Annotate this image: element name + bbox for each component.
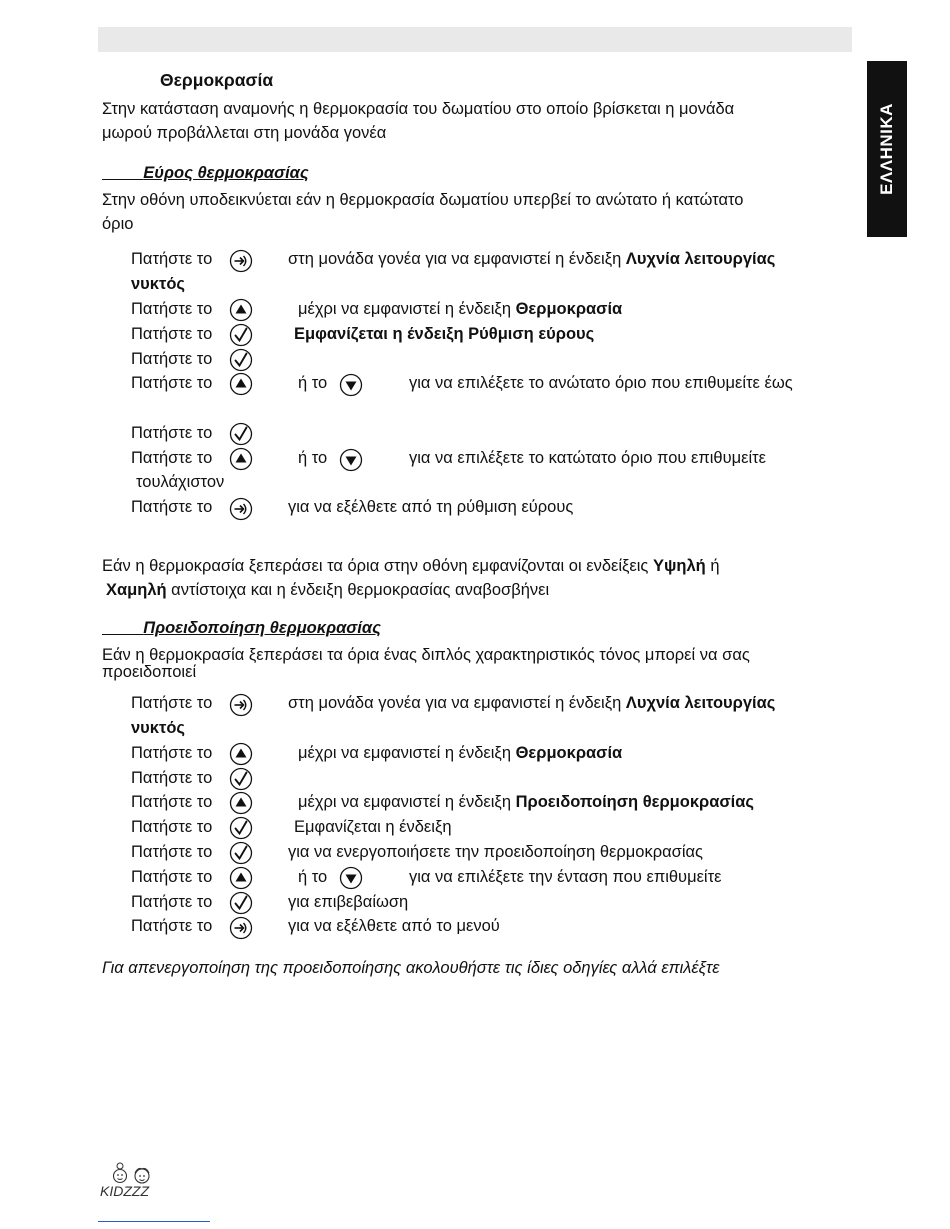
range-step-4-press: Πατήστε το — [131, 350, 213, 368]
range-step-1-text: στη μονάδα γονέα για να εμφανιστεί η ένδειξη Λυχνία λειτουργίας — [288, 250, 776, 268]
range-step-2-press: Πατήστε το — [131, 300, 213, 318]
down-arrow-icon — [339, 448, 363, 472]
menu-enter-icon — [229, 693, 253, 717]
checkmark-icon — [229, 841, 253, 865]
checkmark-icon — [229, 422, 253, 446]
exceed-line-2: Χαμηλή αντίστοιχα και η ένδειξη θερμοκρασίας αναβοσβήνει — [106, 581, 550, 599]
alert-desc-1: Εάν η θερμοκρασία ξεπεράσει τα όρια ένας διπλός χαρακτηριστικός τόνος μπορεί να σας — [102, 646, 750, 664]
menu-enter-icon — [229, 249, 253, 273]
range-step-5-press: Πατήστε το — [131, 374, 213, 392]
range-step-3-press: Πατήστε το — [131, 325, 213, 343]
checkmark-icon — [229, 767, 253, 791]
alert-step-7-text: για να επιλέξετε την ένταση που επιθυμείτε — [409, 868, 722, 886]
alert-step-8-press: Πατήστε το — [131, 893, 213, 911]
down-arrow-icon — [339, 866, 363, 890]
alert-step-5-text: Εμφανίζεται η ένδειξη — [294, 818, 452, 836]
range-step-1-press: Πατήστε το — [131, 250, 213, 268]
alert-heading-text: Προειδοποίηση θερμοκρασίας — [143, 619, 381, 637]
alert-step-6-text: για να ενεργοποιήσετε την προειδοποίηση θερμοκρασίας — [288, 843, 703, 861]
footer-divider — [98, 1221, 210, 1222]
alert-step-7-or: ή το — [298, 868, 328, 886]
page-header-bar — [98, 27, 852, 52]
range-step-7-cont: τουλάχιστον — [136, 473, 225, 491]
up-arrow-icon — [229, 447, 253, 471]
alert-step-1-text: στη μονάδα γονέα για να εμφανιστεί η ένδειξη Λυχνία λειτουργίας — [288, 694, 776, 712]
range-desc-1: Στην οθόνη υποδεικνύεται εάν η θερμοκρασία δωματίου υπερβεί το ανώτατο ή κατώτατο — [102, 191, 744, 209]
intro-line-1: Στην κατάσταση αναμονής η θερμοκρασία του δωματίου στο οποίο βρίσκεται η μονάδα — [102, 100, 735, 118]
up-arrow-icon — [229, 866, 253, 890]
language-side-tab — [867, 61, 907, 237]
up-arrow-icon — [229, 791, 253, 815]
range-step-8-text: για να εξέλθετε από τη ρύθμιση εύρους — [288, 498, 574, 516]
range-step-5-text: για να επιλέξετε το ανώτατο όριο που επιθυμείτε έως — [409, 374, 793, 392]
alert-step-9-press: Πατήστε το — [131, 917, 213, 935]
alert-heading — [102, 618, 381, 638]
alert-step-4-text: μέχρι να εμφανιστεί η ένδειξη Προειδοποίηση θερμοκρασίας — [298, 793, 754, 811]
checkmark-icon — [229, 816, 253, 840]
menu-enter-icon — [229, 497, 253, 521]
range-step-7-text: για να επιλέξετε το κατώτατο όριο που επιθυμείτε — [409, 449, 766, 467]
alert-step-2-press: Πατήστε το — [131, 744, 213, 762]
menu-enter-icon — [229, 916, 253, 940]
range-step-8-press: Πατήστε το — [131, 498, 213, 516]
language-label: ΕΛΛΗΝΙΚΑ — [877, 103, 897, 195]
alert-step-8-text: για επιβεβαίωση — [288, 893, 409, 911]
range-step-3-text: Εμφανίζεται η ένδειξη Ρύθμιση εύρους — [294, 325, 595, 343]
range-heading-text: Εύρος θερμοκρασίας — [143, 164, 309, 182]
range-step-7-or: ή το — [298, 449, 328, 467]
up-arrow-icon — [229, 372, 253, 396]
alert-step-2-text: μέχρι να εμφανιστεί η ένδειξη Θερμοκρασία — [298, 744, 623, 762]
alert-step-4-press: Πατήστε το — [131, 793, 213, 811]
checkmark-icon — [229, 348, 253, 372]
alert-step-6-press: Πατήστε το — [131, 843, 213, 861]
checkmark-icon — [229, 891, 253, 915]
exceed-line-1: Εάν η θερμοκρασία ξεπεράσει τα όρια στην οθόνη εμφανίζονται οι ενδείξεις Υψηλή ή — [102, 557, 720, 575]
alert-step-5-press: Πατήστε το — [131, 818, 213, 836]
checkmark-icon — [229, 323, 253, 347]
range-step-5-or: ή το — [298, 374, 328, 392]
range-step-2-text: μέχρι να εμφανιστεί η ένδειξη Θερμοκρασία — [298, 300, 623, 318]
alert-step-3-press: Πατήστε το — [131, 769, 213, 787]
range-step-1-cont: νυκτός — [131, 275, 186, 293]
down-arrow-icon — [339, 373, 363, 397]
alert-step-7-press: Πατήστε το — [131, 868, 213, 886]
logo-text: KIDZZZ — [100, 1183, 149, 1199]
kidzzz-logo — [98, 1158, 164, 1200]
footer-note: Για απενεργοποίηση της προειδοποίησης ακολουθήστε τις ίδιες οδηγίες αλλά επιλέξτε — [102, 959, 720, 977]
up-arrow-icon — [229, 742, 253, 766]
up-arrow-icon — [229, 298, 253, 322]
section-title: Θερμοκρασία — [160, 70, 274, 90]
alert-step-1-cont: νυκτός — [131, 719, 186, 737]
range-step-6-press: Πατήστε το — [131, 424, 213, 442]
range-desc-2: όριο — [102, 215, 134, 233]
range-step-7-press: Πατήστε το — [131, 449, 213, 467]
alert-step-1-press: Πατήστε το — [131, 694, 213, 712]
alert-desc-2: προειδοποιεί — [102, 663, 197, 681]
alert-step-9-text: για να εξέλθετε από το μενού — [288, 917, 500, 935]
intro-line-2: μωρού προβάλλεται στη μονάδα γονέα — [102, 124, 387, 142]
range-heading — [102, 163, 309, 183]
